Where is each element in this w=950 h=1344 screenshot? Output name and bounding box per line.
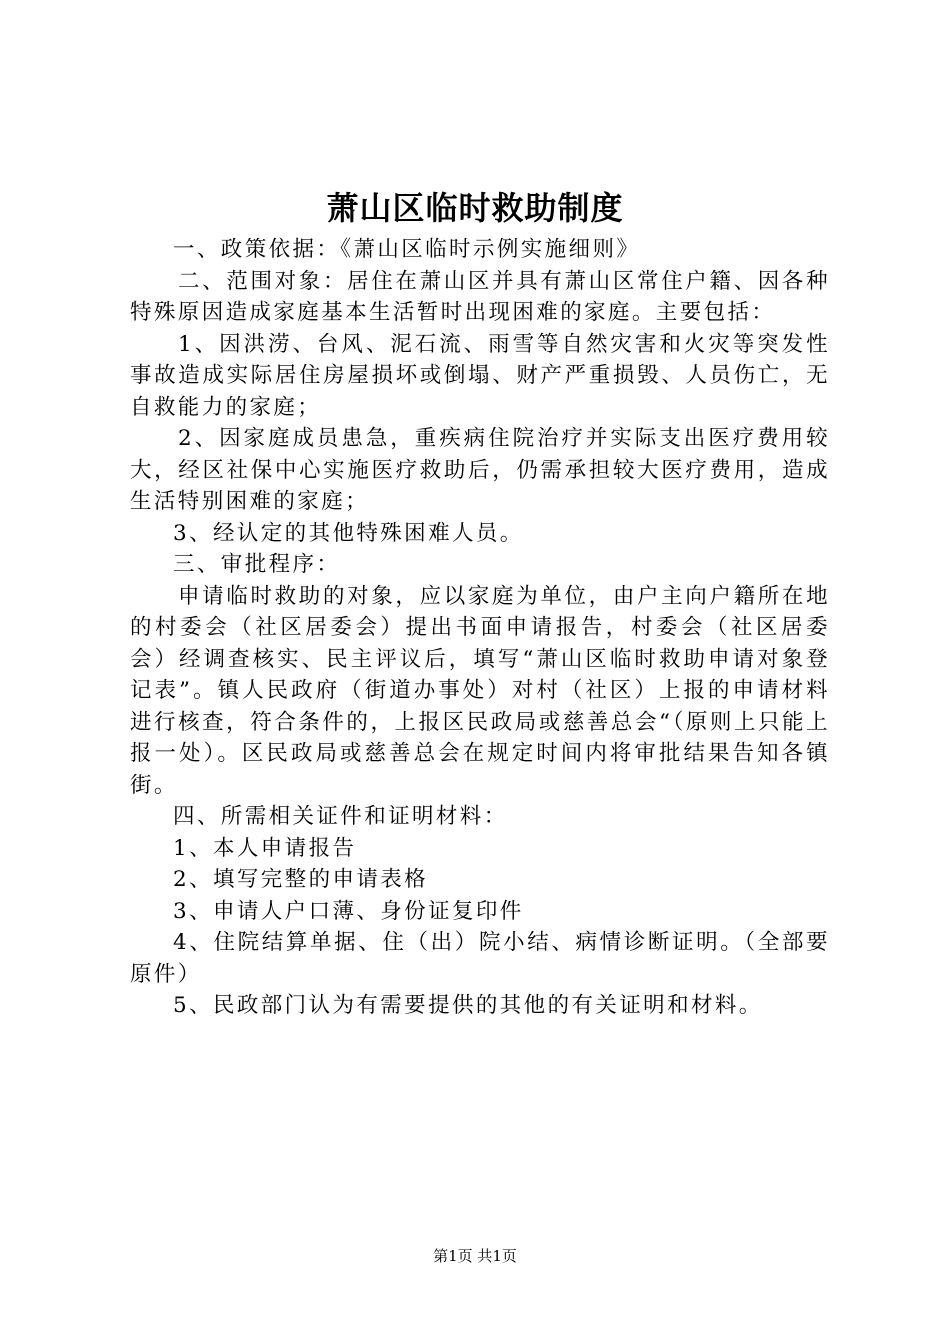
paragraph-material-5: 5、民政部门认为有需要提供的其他的有关证明和材料。 — [173, 993, 763, 1018]
paragraph-material-1: 1、本人申请报告 — [173, 835, 357, 861]
paragraph-scope-item-3: 3、经认定的其他特殊困难人员。 — [173, 520, 524, 546]
document-body — [130, 234, 830, 1022]
paragraph-approval-process: 申请临时救助的对象，应以家庭为单位，由户主向户籍所在地的村委会（社区居委会）提出书面申请报告，村委会（社区居委会）经调查核实、民主评议后，填写“萧山区临时救助申请对象登记表”。镇人民政府（街道办事处）对村（社区）上报的申请材料进行核查，符合条件的，上报区民政局或慈善总会“（原则上只能上报一处）。区民政局或慈善总会在规定时间内将审批结果告知各镇街。 — [130, 583, 830, 798]
paragraph-material-4: 4、住院结算单据、住（出）院小结、病情诊断证明。（全部要原件） — [130, 930, 830, 987]
paragraph-material-3: 3、申请人户口薄、身份证复印件 — [173, 898, 524, 924]
paragraph-approval-heading: 三、审批程序： — [173, 552, 341, 577]
page-footer: 第1页 共1页 — [433, 1247, 517, 1265]
paragraph-scope-item-1: 1、因洪涝、台风、泥石流、雨雪等自然灾害和火灾等突发性事故造成实际居住房屋损坏或倒塌、财产严重损毁、人员伤亡，无自救能力的家庭； — [130, 331, 830, 420]
paragraph-material-2: 2、填写完整的申请表格 — [173, 867, 429, 892]
paragraph-policy-basis: 一、政策依据：《萧山区临时示例实施细则》 — [173, 237, 641, 262]
paragraph-scope-item-2: 2、因家庭成员患急，重疾病住院治疗并实际支出医疗费用较大，经区社保中心实施医疗救助后，仍需承担较大医疗费用，造成生活特别困难的家庭； — [130, 426, 830, 514]
paragraph-scope: 二、范围对象：居住在萧山区并具有萧山区常住户籍、因各种特殊原因造成家庭基本生活暂时出现困难的家庭。主要包括： — [130, 268, 830, 325]
document-title: 萧山区临时救助制度 — [326, 189, 624, 227]
paragraph-materials-heading: 四、所需相关证件和证明材料： — [173, 804, 508, 829]
